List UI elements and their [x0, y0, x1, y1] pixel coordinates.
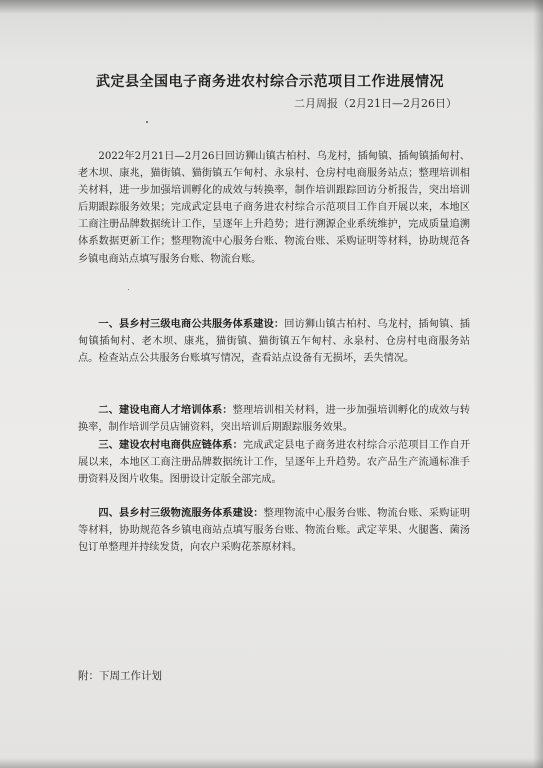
document-title: 武定县全国电子商务进农村综合示范项目工作进展情况 — [96, 74, 444, 90]
section-2-heading: 二、建设电商人才培训体系： — [98, 404, 233, 416]
scan-shadow-bottom — [0, 758, 543, 768]
scan-shadow-right — [533, 0, 543, 768]
scan-speck — [146, 121, 148, 123]
section-4-text: 整理物流中心服务台账、物流台账、采购证明等材料，协助规范各乡镇电商站点填写服务台账、物流台账。武定苹果、火腿酱、菌汤包订单整理并持续发货，向农户采购花茶原材料。 — [78, 508, 471, 554]
section-1-text: 回访狮山镇古柏村、乌龙村，插甸镇、插甸镇插甸村、老木坝、康兆，猫街镇、猫街镇五乍甸村、永泉村、仓房村电商服务站点。检查站点公共服务台账填写情况，查看站点设备有无损坏，丢失情况。 — [78, 319, 470, 365]
scan-shadow-top — [0, 0, 543, 14]
scan-speck — [128, 289, 129, 290]
section-2-paragraph — [78, 402, 470, 436]
section-1-heading: 一、县乡村三级电商公共服务体系建设： — [98, 318, 285, 330]
section-1-paragraph — [78, 316, 470, 367]
section-3-heading: 三、建设农村电商供应链体系： — [98, 439, 243, 451]
section-4-heading: 四、县乡村三级物流服务体系建设： — [98, 507, 264, 519]
attachment-note: 附：下周工作计划 — [78, 670, 162, 682]
intro-paragraph: 2022年2月21日—2月26日回访狮山镇古柏村、乌龙村，插甸镇、插甸镇插甸村、老木坝、康兆，猫街镇、猫街镇五乍甸村、永泉村、仓房村电商服务站点；整理培训相关材料，进一步加强培训孵化的成效与转换率，制作培训跟踪回访分析报告，突出培训后期跟踪服务效果；完成武定县电子商务进农村综合示范项目工作自开展以来，本地区工商注册品牌数据统计工作，呈逐年上升趋势；进行溯源企业系统维护，完成质量追溯体系数据更新工作；整理物流中心服务台账、物流台账、采购证明等材料，协助规范各乡镇电商站点填写服务台账、物流台账。 — [78, 151, 470, 265]
section-3-text: 完成武定县电子商务进农村综合示范项目工作自开展以来，本地区工商注册品牌数据统计工作，呈逐年上升趋势。农产品生产流通标准手册资料及图片收集。图册设计定版全部完成。 — [78, 440, 471, 486]
section-2-text: 整理培训相关材料，进一步加强培训孵化的成效与转换率，制作培训学员店铺资料，突出培训后期跟踪服务效果。 — [78, 405, 471, 434]
section-3-paragraph — [78, 437, 470, 488]
document-subtitle: 二月周报（2月21日—2月26日） — [294, 97, 457, 110]
section-4-paragraph — [78, 505, 470, 556]
